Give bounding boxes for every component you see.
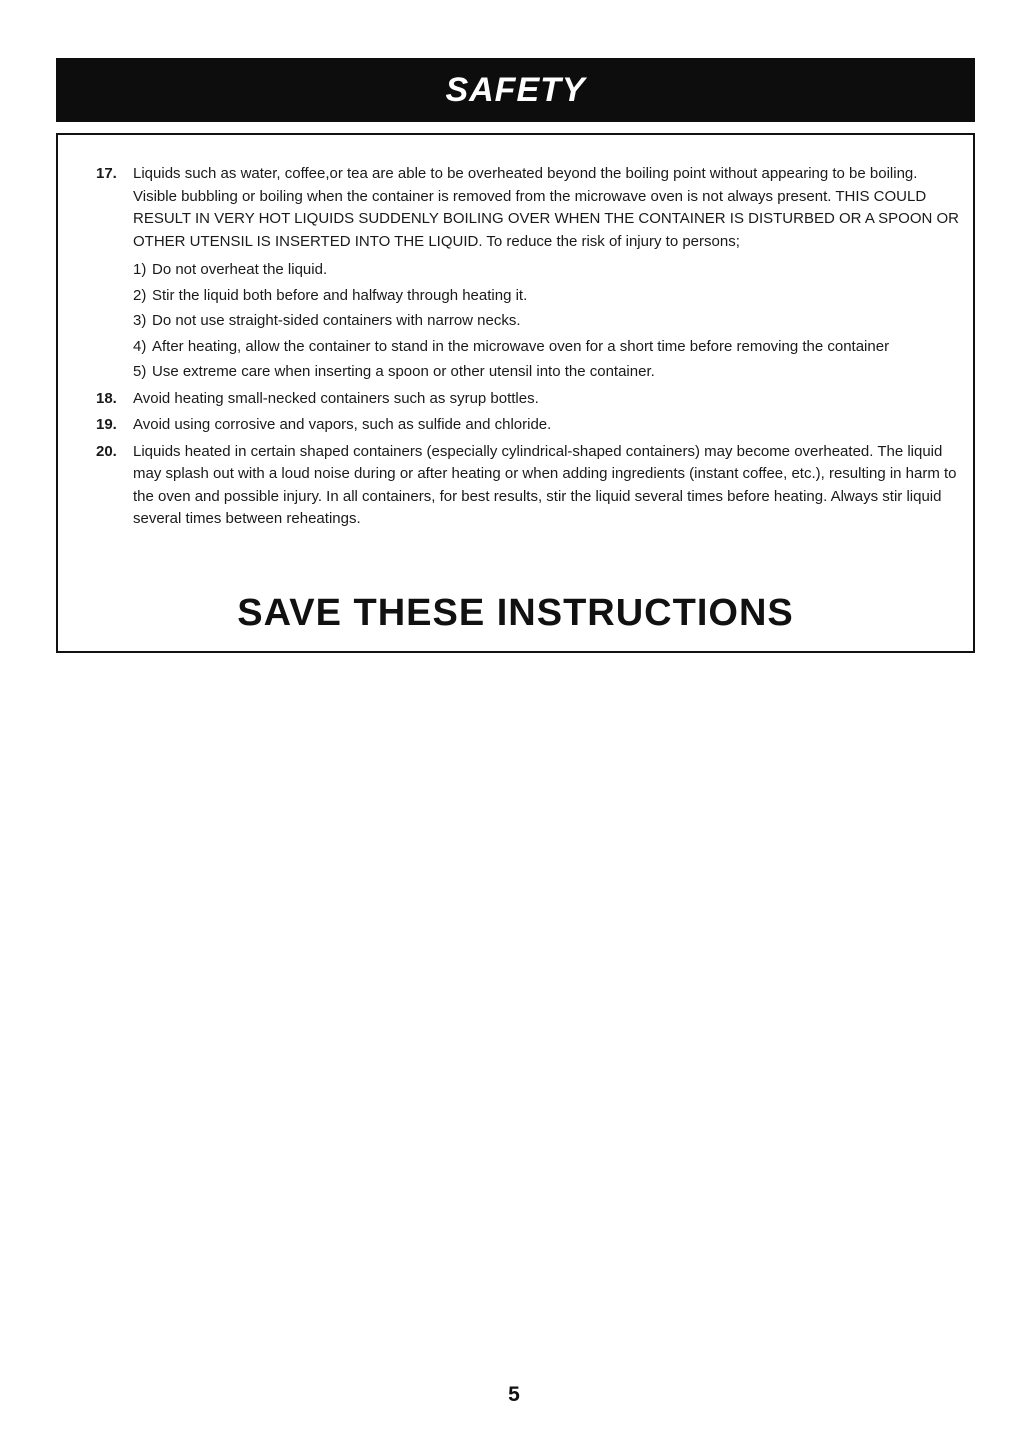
item-number: 19. [96, 416, 117, 433]
item-text: Avoid heating small-necked containers such as syrup bottles. [133, 389, 539, 407]
sub-item [133, 336, 964, 359]
page-number: 5 [508, 1383, 520, 1406]
section-header-bar [56, 58, 975, 122]
sub-item-text: Do not overheat the liquid. [152, 261, 328, 278]
sub-item [133, 361, 964, 384]
section-title: SAFETY [445, 70, 586, 109]
safety-item-list [96, 163, 964, 535]
save-instructions-banner: SAVE THESE INSTRUCTIONS [237, 592, 794, 634]
item-number: 17. [96, 165, 117, 182]
sub-item-list [133, 259, 964, 384]
sub-item-number: 2) [133, 286, 147, 304]
item-text: Liquids such as water, coffee,or tea are able to be overheated beyond the boiling point without appearing to be boiling. Visible bubbling or boiling when the container is removed from the microwave oven is not always present. THIS COULD RESULT IN VERY HOT LIQUIDS SUDDENLY BOILING OVER WHEN THE CONTAINER IS DISTURBED OR A SPOON OR OTHER UTENSIL IS INSERTED INTO THE LIQUID. To reduce the risk of injury to persons; [133, 165, 960, 250]
sub-item-number: 3) [133, 312, 147, 329]
sub-item [133, 259, 964, 282]
item-number: 18. [96, 389, 117, 407]
safety-item-20 [96, 441, 964, 531]
sub-item-number: 1) [133, 261, 147, 278]
item-number: 20. [96, 442, 117, 460]
safety-content-box [56, 133, 975, 653]
item-text: Liquids heated in certain shaped containers (especially cylindrical-shaped containers) may become overheated. The liquid may splash out with a loud noise during or after heating or when adding ingredients (instant coffee, etc.), resulting in harm to the oven and possible injury. In all containers, for best results, stir the liquid several times before heating. Always stir liquid several times between reheatings. [133, 442, 957, 527]
sub-item [133, 285, 964, 308]
sub-item-text: Do not use straight-sided containers with narrow necks. [152, 312, 521, 329]
sub-item-number: 4) [133, 337, 147, 355]
item-text: Avoid using corrosive and vapors, such as sulfide and chloride. [133, 416, 552, 433]
safety-item-19 [96, 414, 964, 437]
safety-item-18 [96, 388, 964, 411]
safety-item-17 [96, 163, 964, 384]
sub-item-number: 5) [133, 363, 147, 380]
sub-item-text: Stir the liquid both before and halfway through heating it. [152, 286, 528, 304]
sub-item-text: After heating, allow the container to stand in the microwave oven for a short time before removing the container [152, 337, 890, 355]
sub-item-text: Use extreme care when inserting a spoon or other utensil into the container. [152, 363, 655, 380]
sub-item [133, 310, 964, 333]
